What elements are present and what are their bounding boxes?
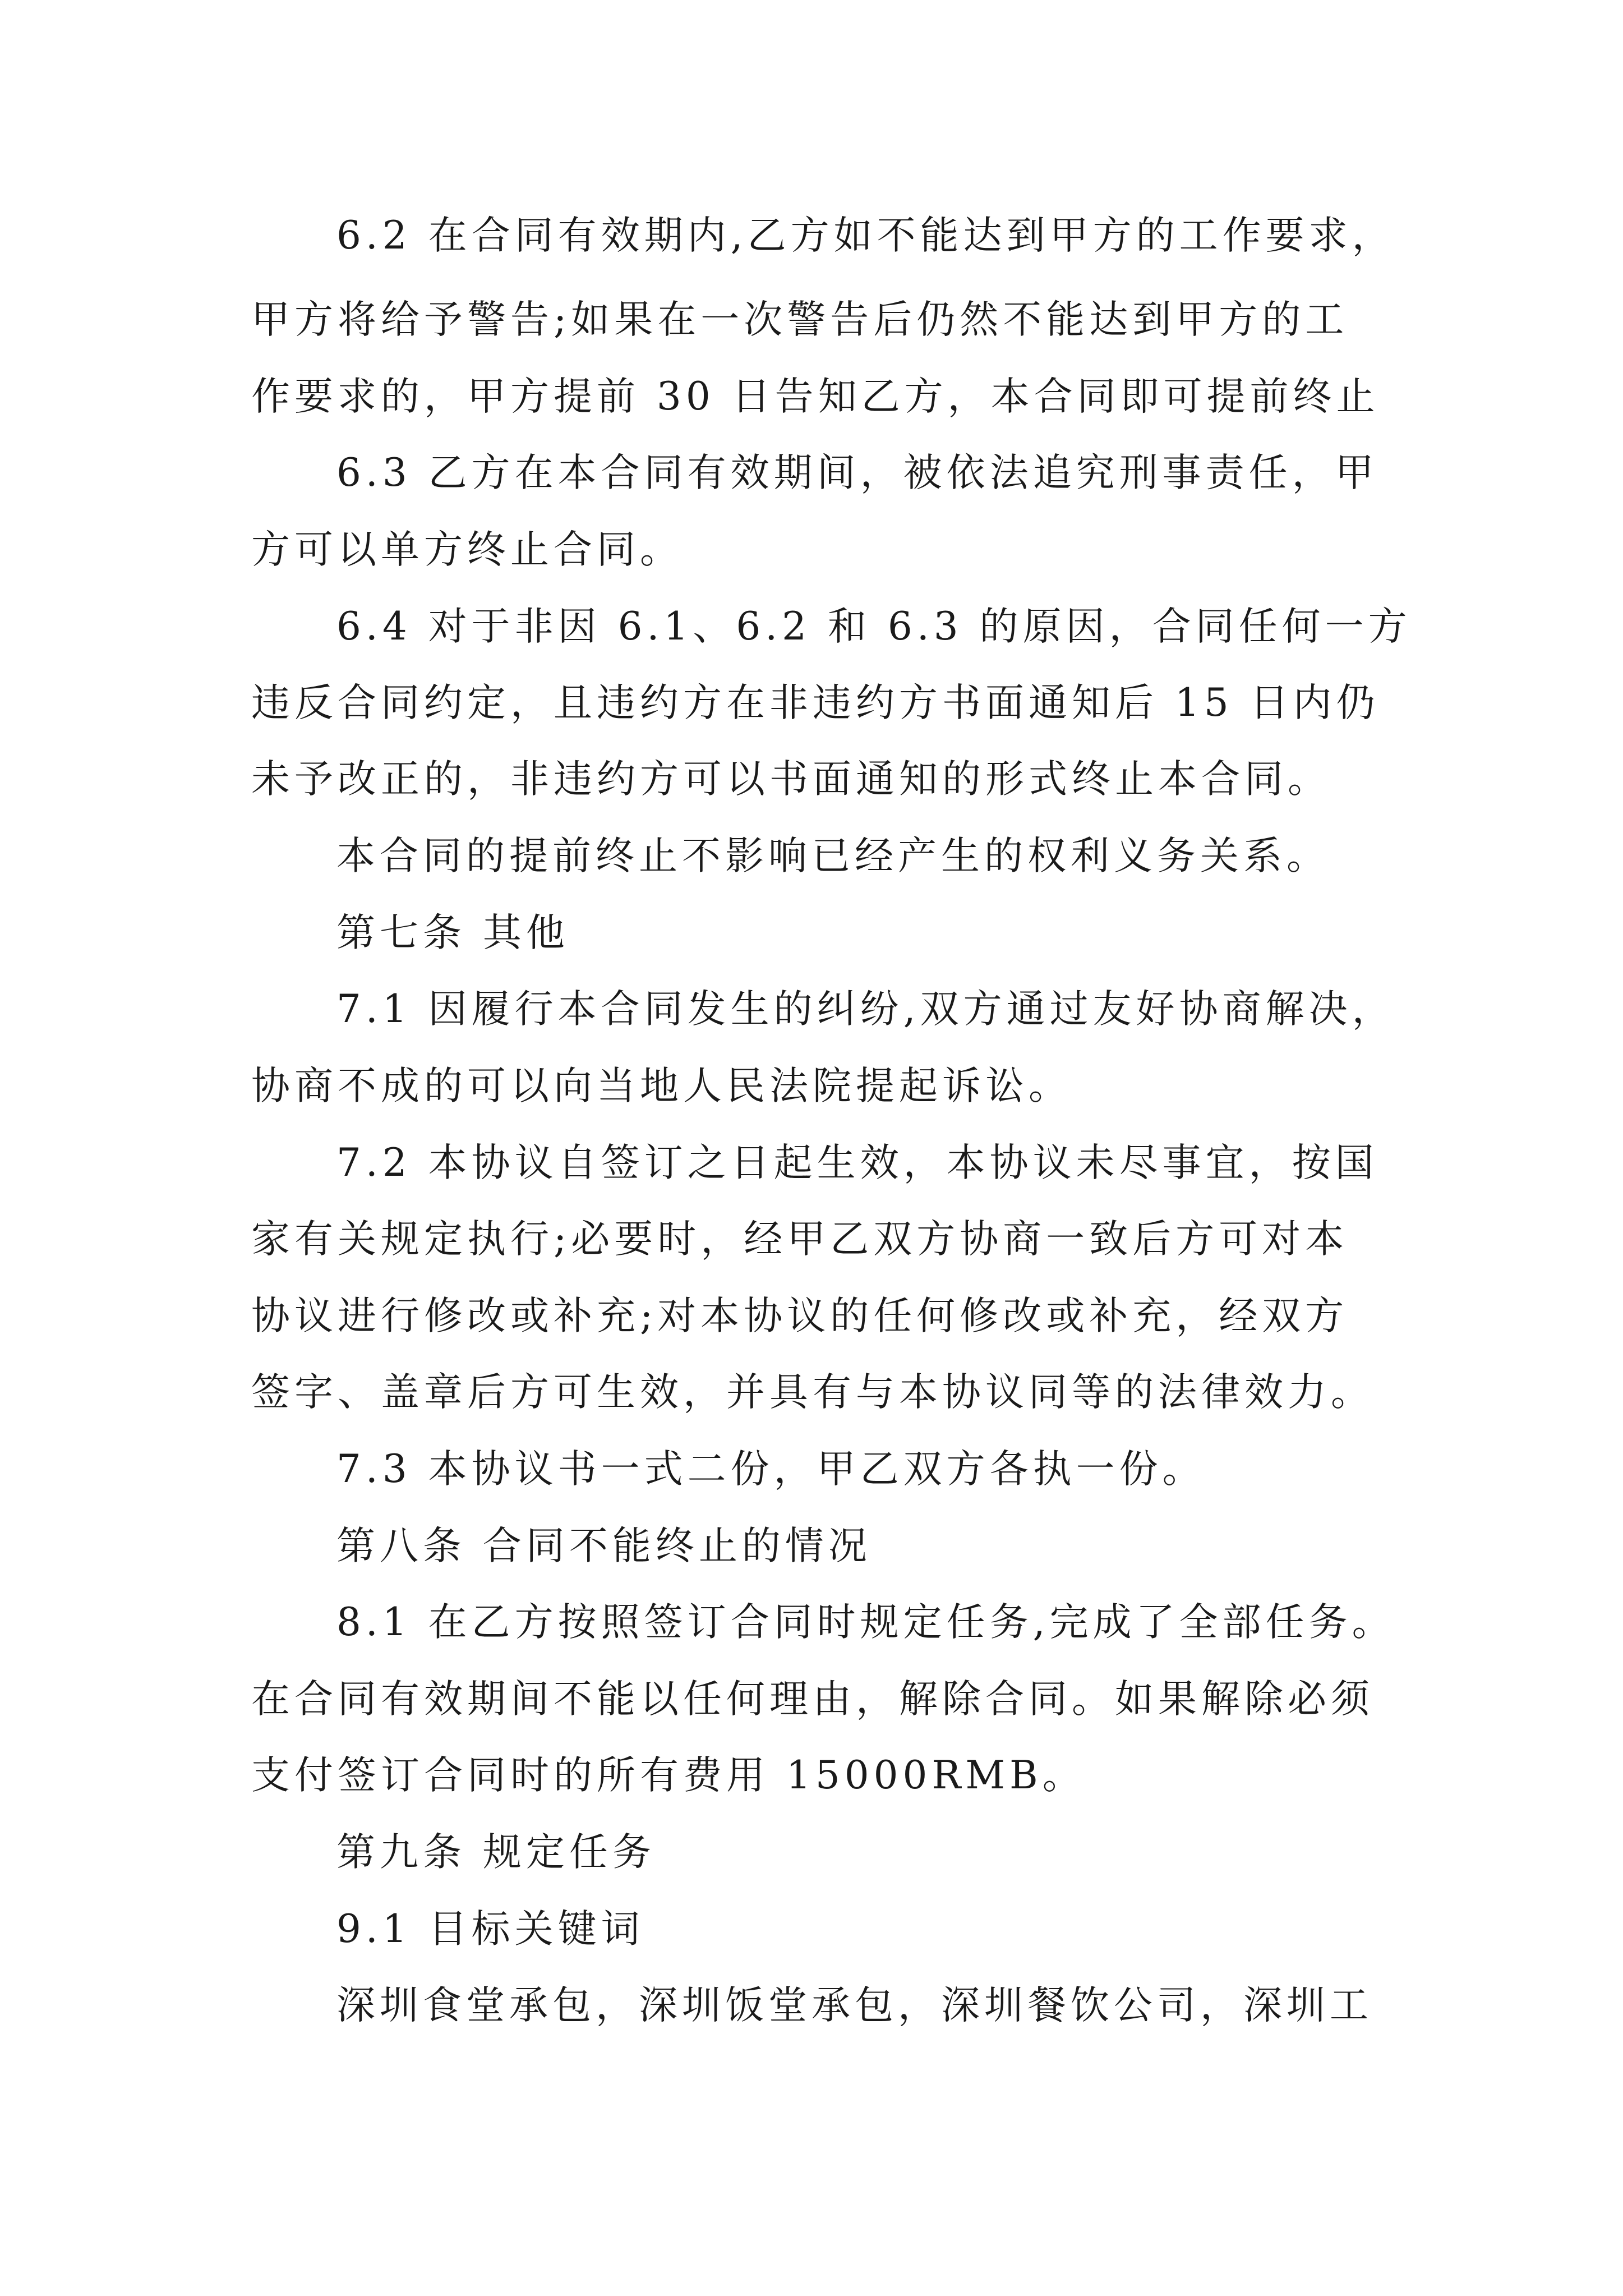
text-line: 本合同的提前终止不影响已经产生的权利义务关系。	[336, 834, 1330, 878]
text-line: 7.1 因履行本合同发生的纠纷,双方通过友好协商解决，	[336, 987, 1395, 1032]
text-line: 6.2 在合同有效期内,乙方如不能达到甲方的工作要求，	[336, 213, 1395, 258]
text-line: 9.1 目标关键词	[336, 1907, 644, 1952]
text-line: 6.4 对于非因 6.1、6.2 和 6.3 的原因，合同任何一方	[336, 604, 1412, 649]
text-line: 协商不成的可以向当地人民法院提起诉讼。	[251, 1064, 1072, 1108]
text-line: 方可以单方终止合同。	[251, 527, 683, 572]
text-line: 违反合同约定，且违约方在非违约方书面通知后 15 日内仍	[251, 680, 1380, 725]
text-line: 8.1 在乙方按照签订合同时规定任务,完成了全部任务。	[336, 1600, 1395, 1645]
section-heading: 第九条 规定任务	[336, 1830, 656, 1875]
text-line: 作要求的，甲方提前 30 日告知乙方，本合同即可提前终止	[251, 374, 1380, 419]
text-line: 甲方将给予警告;如果在一次警告后仍然不能达到甲方的工	[251, 297, 1349, 342]
text-line: 6.3 乙方在本合同有效期间，被依法追究刑事责任，甲	[336, 450, 1378, 495]
text-line: 未予改正的，非违约方可以书面通知的形式终止本合同。	[251, 757, 1331, 802]
text-line: 协议进行修改或补充;对本协议的任何修改或补充，经双方	[251, 1294, 1349, 1338]
text-line: 深圳食堂承包，深圳饭堂承包，深圳餐饮公司，深圳工	[336, 1983, 1373, 2028]
text-line: 7.3 本协议书一式二份，甲乙双方各执一份。	[336, 1447, 1206, 1492]
text-line: 支付签订合同时的所有费用 15000RMB。	[251, 1753, 1086, 1798]
text-line: 家有关规定执行;必要时，经甲乙双方协商一致后方可对本	[251, 1217, 1349, 1262]
section-heading: 第七条 其他	[336, 910, 569, 955]
section-heading: 第八条 合同不能终止的情况	[336, 1524, 872, 1568]
text-line: 在合同有效期间不能以任何理由，解除合同。如果解除必须	[251, 1677, 1374, 1722]
text-line: 7.2 本协议自签订之日起生效，本协议未尽事宜，按国	[336, 1140, 1378, 1185]
text-line: 签字、盖章后方可生效，并具有与本协议同等的法律效力。	[251, 1370, 1374, 1415]
